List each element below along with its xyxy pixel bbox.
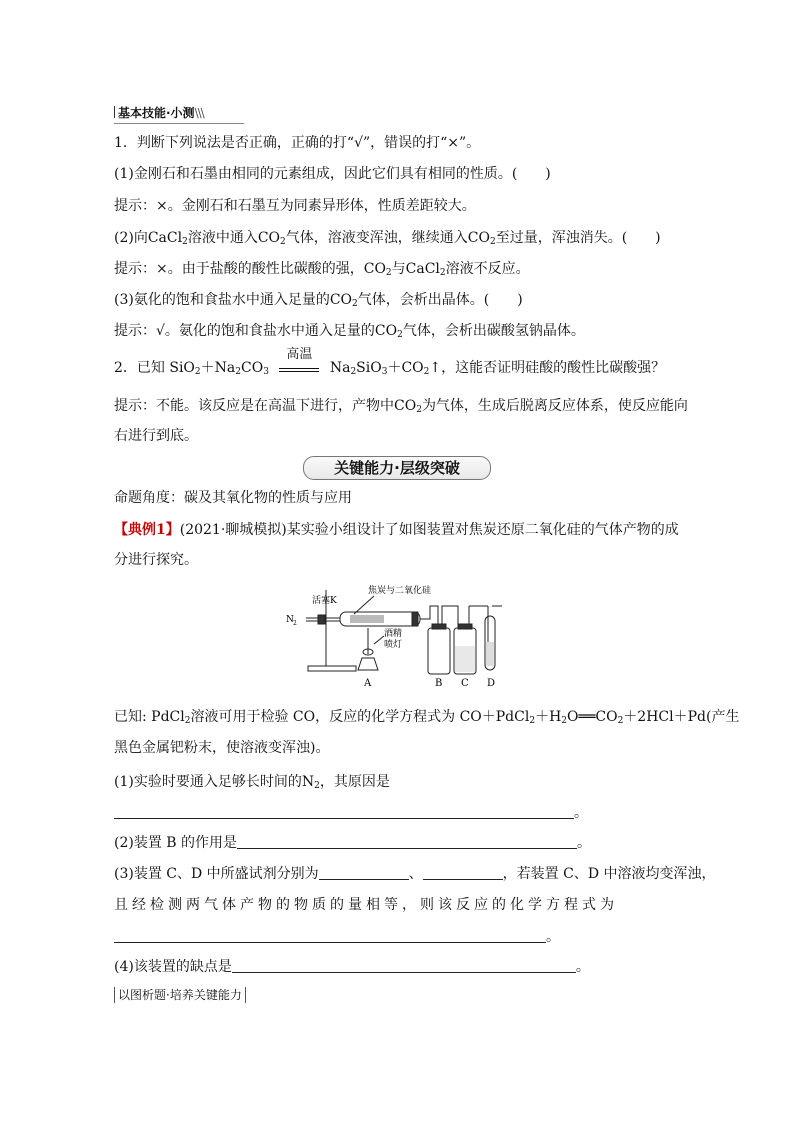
q2-stem: 2．已知 $SiO_2+Na_2CO_3$ 高温 $Na_2SiO_3+CO_2↑$，这能否证明硅酸的酸性比碳酸强？ [114,347,666,377]
q1-item1-hint: 提示：×。金刚石和石墨互为同素异形体，性质差距较大。 [114,198,476,214]
reaction-condition: 高温 [286,347,313,362]
answer-blank-4[interactable] [232,958,576,973]
subq4: (4)该装置的缺点是 。 [114,959,590,975]
label-tube: 焦炭与二氧化硅 [368,586,432,596]
svg-text:2: 2 [293,620,297,627]
answer-blank-3c[interactable] [114,928,546,943]
q1-item2-hint: 提示：×。由于盐酸的酸性比碳酸的强，$CO_2$与CaCl$_2$溶液不反应。 [114,261,530,278]
section-banner: 关键能力·层级突破 [303,456,491,480]
subq1-answer[interactable]: 。 [114,803,588,823]
label-c: C [461,678,469,689]
answer-blank-2[interactable] [237,834,577,849]
example-line1: 【典例1】(2021·聊城模拟)某实验小组设计了如图装置对焦炭还原二氧化硅的气体产物的成 [114,522,679,538]
known-line1: 已知: PdCl$_2$溶液可用于检验 CO，反应的化学方程式为 $CO+PdCl_2+H_2O══CO_2+2HCl+Pd$(产生 [114,709,740,726]
q2-hint-line2: 右进行到底。 [114,428,198,444]
answer-blank-1[interactable] [114,804,574,819]
section-header-suffix: \\\ [194,106,204,120]
label-a: A [364,678,372,689]
subq1: (1)实验时要通入足够长时间的$N_2$，其原因是 [114,774,390,791]
answer-blank-3a[interactable] [319,865,409,880]
q1-item2: (2)向CaCl$_2$溶液中通入$CO_2$气体，溶液变浑浊，继续通入$CO_2$至过量，浑浊消失。( ) [114,230,661,247]
answer-blank-3b[interactable] [423,865,503,880]
subq2: (2)装置 B 的作用是 。 [114,835,592,851]
subq3-line2: 且经检测两气体产物的物质的量相等，则该反应的化学方程式为 [114,897,618,913]
q1-item1: (1)金刚石和石墨由相同的元素组成，因此它们具有相同的性质。( ) [114,166,551,182]
q1-item3-hint: 提示：√。氨化的饱和食盐水中通入足量的$CO_2$气体，会析出碳酸氢钠晶体。 [114,323,585,340]
example-tag: 【典例1】 [114,522,180,538]
label-lamp2: 喷灯 [384,640,403,650]
example-line2: 分进行探究。 [114,552,198,568]
label-b: B [435,678,443,689]
label-valve: 活塞K [312,596,337,606]
topic-line: 命题角度：碳及其氧化物的性质与应用 [114,490,352,506]
section-header-underline [114,104,244,124]
footer-tag: 以图析题·培养关键能力 [114,987,246,1003]
known-line2: 黑色金属钯粉末，使溶液变浑浊)。 [114,740,330,756]
q1-stem: 1．判断下列说法是否正确，正确的打“√”，错误的打“×”。 [114,135,481,151]
reaction-arrow [279,347,319,372]
section-header-label: 基本技能·小测 [118,106,195,120]
subq3-line1: (3)装置 C、D 中所盛试剂分别为 、 ，若装置 C、D 中溶液均变浑浊， [114,866,716,882]
subq3-answer[interactable]: 。 [114,927,560,947]
label-gas: N [286,615,294,625]
apparatus-figure [284,584,514,690]
q2-hint-line1: 提示：不能。该反应是在高温下进行，产物中$CO_2$为气体，生成后脱离反应体系，使反应能向 [114,398,688,415]
label-lamp1: 酒精 [384,629,403,639]
q1-item3: (3)氨化的饱和食盐水中通入足量的$CO_2$气体，会析出晶体。( ) [114,292,523,309]
label-d: D [487,678,496,689]
